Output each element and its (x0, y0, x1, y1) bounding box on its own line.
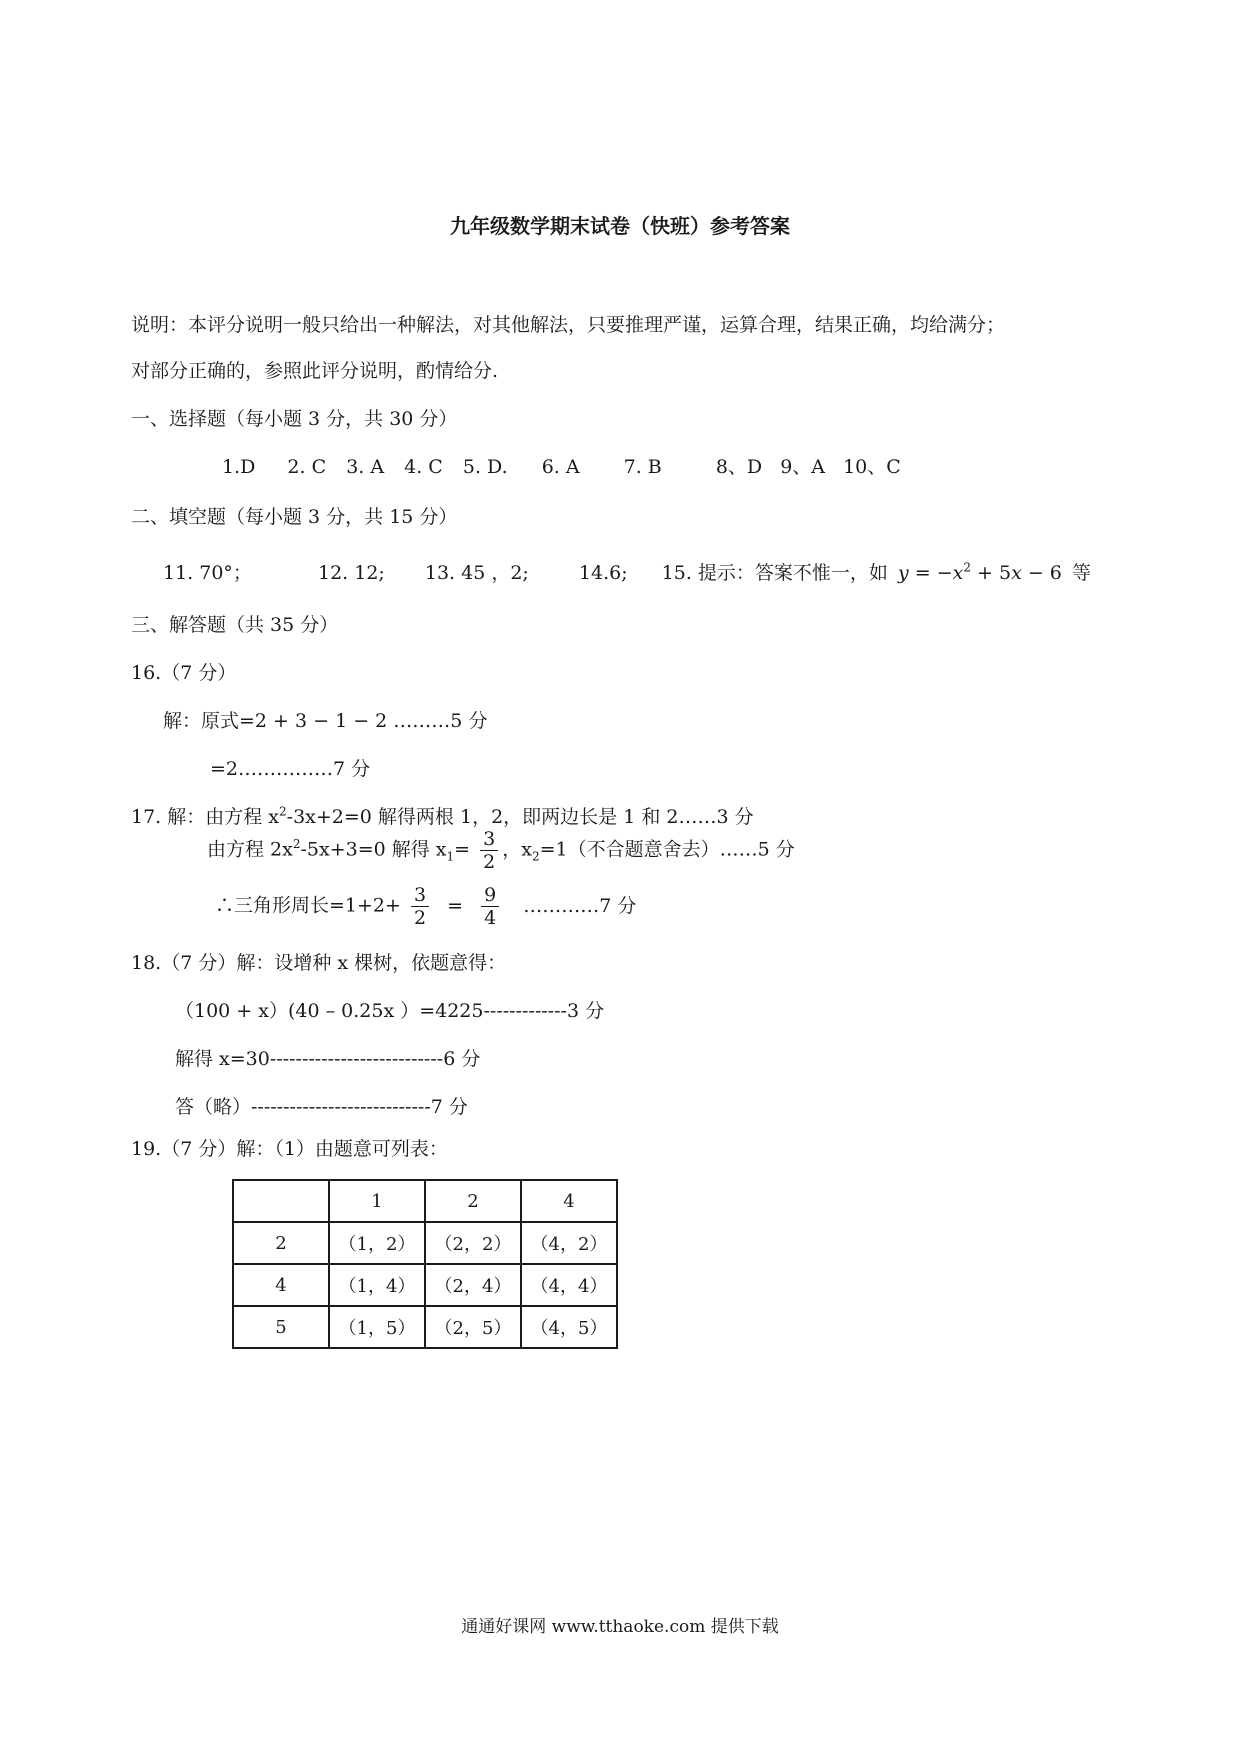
q19-label: 19.（7 分）解：（1）由题意可列表： (131, 1138, 448, 1160)
answer-13: 13. 45 ，2; (424, 562, 529, 584)
table-row (233, 1222, 617, 1264)
answer-5: 5. D. (462, 456, 508, 478)
q17-line1 (131, 802, 754, 829)
answer-4: 4. C (404, 456, 443, 478)
q16-step2: =2……………7 分 (210, 758, 371, 780)
answer-1: 1.D (222, 456, 256, 478)
answer-12: 12. 12; (317, 562, 385, 584)
answer-15-expression (898, 562, 1062, 584)
expr-sup: 2 (963, 560, 971, 575)
table-cell: 5 (233, 1306, 329, 1348)
section1-heading: 一、选择题（每小题 3 分，共 30 分） (131, 408, 458, 430)
table-cell: （1，2） (329, 1222, 425, 1264)
choice-answers (222, 452, 901, 479)
q17-line2-x2: ，x (502, 838, 532, 861)
table-cell: （4，5） (521, 1306, 617, 1348)
q17-line3-post: …………7 分 (523, 894, 637, 917)
page-title: 九年级数学期末试卷（快班）参考答案 (450, 214, 790, 238)
table-row (233, 1306, 617, 1348)
fraction-perimeter-b (481, 884, 499, 929)
table-cell: （1，4） (329, 1264, 425, 1306)
q18-answer: 答（略）----------------------------7 分 (175, 1096, 468, 1118)
q17-line2-pre: 由方程 2x (207, 838, 293, 861)
q17-line3 (215, 884, 636, 929)
q17-line2-mid: -5x+3=0 解得 x (300, 838, 447, 861)
fraction-a-denominator: 2 (413, 907, 427, 929)
expr-end: − 6 (1021, 562, 1062, 584)
section3-heading: 三、解答题（共 35 分） (131, 614, 339, 636)
fraction-perimeter-a (411, 884, 429, 929)
table-row (233, 1180, 617, 1222)
table-cell: 2 (233, 1222, 329, 1264)
table-cell: （2，5） (425, 1306, 521, 1348)
footer-source: 通通好课网 www.tthaoke.com 提供下载 (461, 1617, 779, 1637)
q16-step1: 解：原式=2 + 3 − 1 − 2 ………5 分 (163, 710, 488, 732)
table-cell: （1，5） (329, 1306, 425, 1348)
table-cell: 1 (329, 1180, 425, 1222)
outcome-table (232, 1179, 618, 1349)
fraction-x1-denominator: 2 (483, 851, 496, 873)
answer-10: 10、C (843, 456, 901, 478)
note-line-1: 说明：本评分说明一般只给出一种解法，对其他解法，只要推理严谨，运算合理，结果正确，均给满分； (131, 314, 1006, 336)
answer-9: 9、A (780, 456, 826, 478)
fill-answers (163, 558, 1091, 585)
table-cell: （2，4） (425, 1264, 521, 1306)
table-cell: 4 (233, 1264, 329, 1306)
fraction-x1 (480, 828, 498, 873)
q17-line2-post: =1（不合题意舍去）……5 分 (539, 838, 795, 861)
q17-line2-sup: 2 (292, 837, 301, 852)
q17-line2-eq: = (454, 838, 471, 861)
q17-line2 (207, 828, 795, 873)
table-cell: （4，4） (521, 1264, 617, 1306)
table-cell: 4 (521, 1180, 617, 1222)
answer-7: 7. B (623, 456, 662, 478)
q18-solve: 解得 x=30---------------------------6 分 (175, 1048, 481, 1070)
table-row (233, 1264, 617, 1306)
q17-line1-sup: 2 (279, 804, 287, 819)
fraction-a-numerator: 3 (411, 884, 429, 907)
answer-8: 8、D (715, 456, 763, 478)
expr-x2: x (1011, 562, 1022, 584)
q18-equation: （100 + x）(40 – 0.25x ）=4225-------------3 分 (175, 1000, 605, 1022)
note-line-2: 对部分正确的，参照此评分说明，酌情给分. (131, 360, 499, 382)
q17-line3-eq: = (447, 894, 464, 917)
q17-line3-pre: ∴三角形周长=1+2+ (215, 894, 401, 917)
answer-15-prefix: 15. 提示：答案不惟一，如 (661, 562, 888, 584)
q17-line1-pre: 17. 解：由方程 x (131, 806, 280, 828)
answer-15-suffix: 等 (1071, 562, 1091, 584)
answer-11: 11. 70°； (163, 562, 252, 584)
table-cell: （4，2） (521, 1222, 617, 1264)
answer-2: 2. C (287, 456, 327, 478)
answer-14: 14.6; (578, 562, 628, 584)
q17-line2-sub1: 1 (446, 849, 455, 864)
answer-6: 6. A (541, 456, 580, 478)
fraction-b-denominator: 4 (484, 907, 497, 929)
table-cell: （2，2） (425, 1222, 521, 1264)
section2-heading: 二、填空题（每小题 3 分，共 15 分） (131, 506, 458, 528)
q18-label: 18.（7 分）解：设增种 x 棵树，依题意得： (131, 952, 507, 974)
answer-3: 3. A (346, 456, 385, 478)
expr-y: y (897, 562, 909, 584)
fraction-b-numerator: 9 (481, 884, 499, 907)
table-cell: 2 (425, 1180, 521, 1222)
expr-plus: + 5 (970, 562, 1012, 584)
fraction-x1-numerator: 3 (480, 828, 498, 851)
q16-label: 16.（7 分） (131, 662, 237, 684)
q17-line2-sub2: 2 (531, 849, 540, 864)
table-cell (233, 1180, 329, 1222)
q17-line1-post: -3x+2=0 解得两根 1，2，即两边长是 1 和 2……3 分 (286, 806, 754, 828)
expr-mid: = − (908, 562, 953, 584)
expr-x: x (952, 562, 964, 584)
